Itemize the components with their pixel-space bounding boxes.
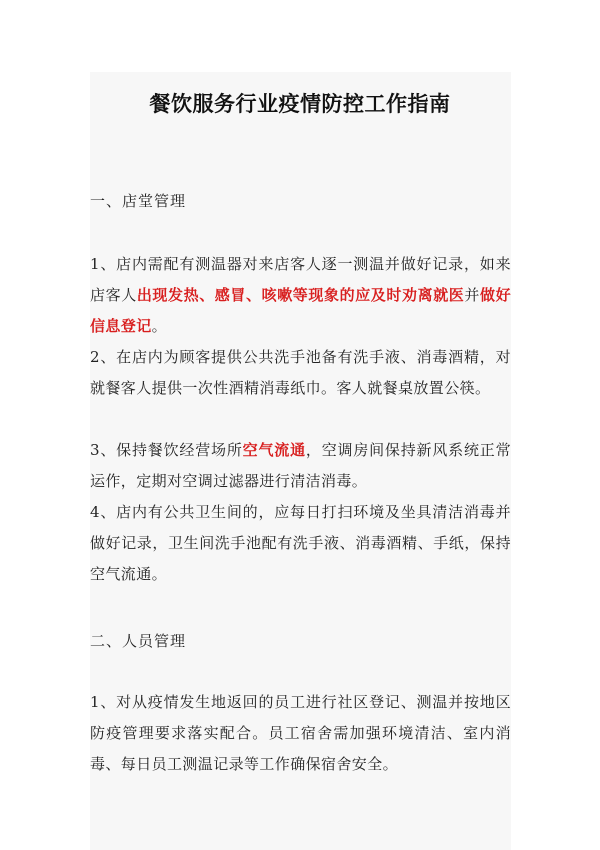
paragraph-staff-item-1 [90, 687, 511, 780]
highlighted-text: 出现发热、感冒、咳嗽等现象的应及时劝离就医 [136, 286, 465, 304]
section-heading-store-management: 一、店堂管理 [90, 192, 187, 210]
paragraph-text: 1、店内需配有测温器对来店客人逐一测温并做好记录，如来店客人 [90, 255, 511, 304]
paragraph-text: 4、店内有公共卫生间的，应每日打扫环境及坐具清洁消毒并做好记录，卫生间洗手池配有洗手液、消毒酒精、手纸，保持空气流通。 [90, 503, 511, 583]
paragraph-item-2 [90, 342, 511, 404]
paragraph-text: 1、对从疫情发生地返回的员工进行社区登记、测温并按地区防疫管理要求落实配合。员工宿舍需加强环境清洁、室内消毒、每日员工测温记录等工作确保宿舍安全。 [90, 693, 511, 773]
document-title: 餐饮服务行业疫情防控工作指南 [149, 92, 451, 116]
paragraph-text: 并 [464, 286, 481, 304]
paragraph-item-4 [90, 497, 511, 590]
paragraph-item-1 [90, 249, 511, 342]
paragraph-text: 2、在店内为顾客提供公共洗手池备有洗手液、消毒酒精，对就餐客人提供一次性酒精消毒纸巾。客人就餐桌放置公筷。 [90, 348, 511, 397]
section-heading-staff-management: 二、人员管理 [90, 632, 187, 650]
highlighted-text: 空气流通 [242, 441, 306, 459]
paragraph-text: 。 [151, 317, 168, 335]
highlighted-text: 做好信息登记 [90, 286, 512, 335]
paragraph-text: ，空调房间保持新风系统正常运作，定期对空调过滤器进行清洁消毒。 [90, 441, 512, 490]
paragraph-text: 3、保持餐饮经营场所 [90, 441, 243, 459]
paragraph-item-3 [90, 435, 511, 497]
